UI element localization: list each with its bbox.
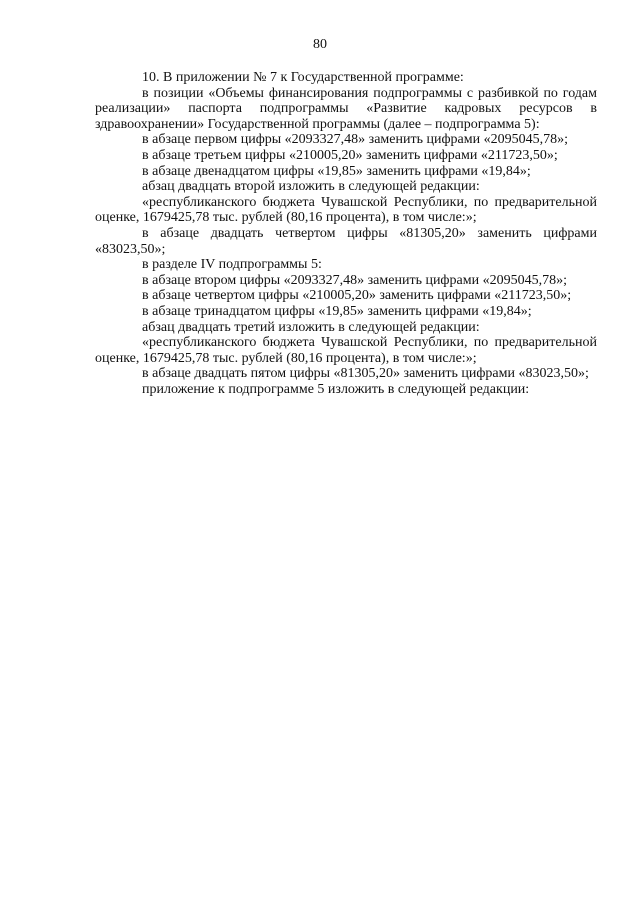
paragraph: «республиканского бюджета Чувашской Республики, по предварительной оценке, 1679425,78 тыс. рублей (80,16 процента), в том числе:»;	[95, 194, 597, 226]
document-body	[95, 70, 597, 397]
paragraph: абзац двадцать третий изложить в следующей редакции:	[142, 319, 480, 335]
paragraph: 10. В приложении № 7 к Государственной программе:	[142, 70, 464, 85]
paragraph: абзац двадцать второй изложить в следующей редакции:	[142, 179, 480, 195]
paragraph: «республиканского бюджета Чувашской Республики, по предварительной оценке, 1679425,78 тыс. рублей (80,16 процента), в том числе:»;	[95, 335, 597, 366]
paragraph: в абзаце тринадцатом цифры «19,85» заменить цифрами «19,84»;	[142, 303, 532, 319]
paragraph: в абзаце двенадцатом цифры «19,85» заменить цифрами «19,84»;	[142, 163, 531, 179]
paragraph: в абзаце третьем цифры «210005,20» заменить цифрами «211723,50»;	[142, 147, 558, 163]
paragraph: в разделе IV подпрограммы 5:	[142, 257, 322, 273]
paragraph: в абзаце первом цифры «2093327,48» заменить цифрами «2095045,78»;	[142, 132, 568, 148]
page-number: 80	[313, 37, 327, 52]
paragraph: в абзаце двадцать пятом цифры «81305,20» заменить цифрами «83023,50»;	[142, 366, 589, 382]
paragraph: в позиции «Объемы финансирования подпрограммы с разбивкой по годам реализации» паспорта подпрограммы «Развитие кадровых ресурсов в здравоохранении» Государственной программы (далее – подпрограмма 5):	[95, 85, 597, 132]
paragraph: в абзаце втором цифры «2093327,48» заменить цифрами «2095045,78»;	[142, 272, 567, 288]
paragraph: в абзаце двадцать четвертом цифры «81305,20» заменить цифрами «83023,50»;	[95, 225, 597, 257]
paragraph: приложение к подпрограмме 5 изложить в следующей редакции:	[142, 381, 530, 397]
paragraph: в абзаце четвертом цифры «210005,20» заменить цифрами «211723,50»;	[142, 288, 572, 304]
